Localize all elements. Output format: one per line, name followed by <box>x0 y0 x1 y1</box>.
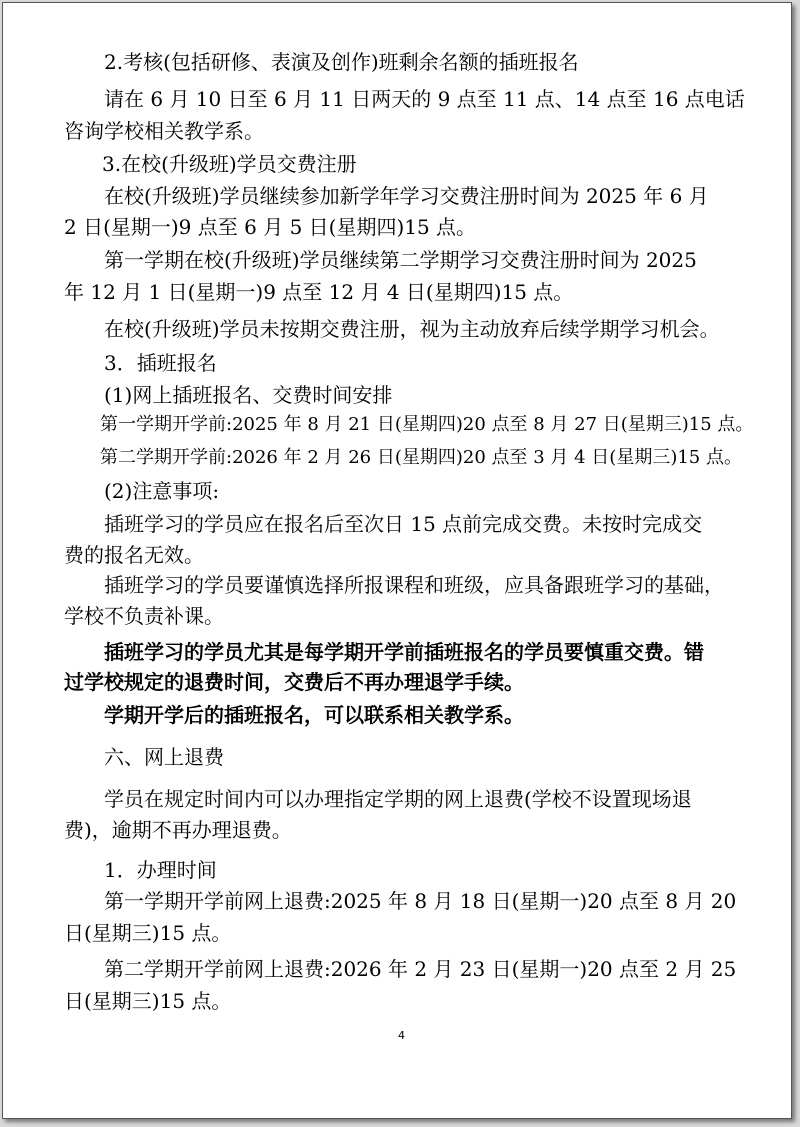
subsection-heading: (1)网上插班报名、交费时间安排 <box>104 383 393 407</box>
paragraph-line: 在校(升级班)学员继续参加新学年学习交费注册时间为 2025 年 6 月 <box>104 184 709 208</box>
subsection-heading: 1．办理时间 <box>104 858 217 882</box>
paragraph-line: 学员在规定时间内可以办理指定学期的网上退费(学校不设置现场退 <box>104 787 692 811</box>
paragraph-line: 日(星期三)15 点。 <box>64 921 232 945</box>
paragraph-line: 费)，逾期不再办理退费。 <box>64 818 292 842</box>
section-heading: 六、网上退费 <box>104 745 224 769</box>
paragraph-line: 2 日(星期一)9 点至 6 月 5 日(星期四)15 点。 <box>64 215 477 239</box>
paragraph-line: 第一学期在校(升级班)学员继续第二学期学习交费注册时间为 2025 <box>104 248 697 272</box>
schedule-line: 第二学期开学前:2026 年 2 月 26 日(星期四)20 点至 3 月 4 日(星期三)15 点。 <box>100 447 742 468</box>
paragraph-line: 日(星期三)15 点。 <box>64 989 232 1013</box>
paragraph-line: 插班学习的学员要谨慎选择所报课程和班级，应具备跟班学习的基础， <box>104 573 724 597</box>
subsection-heading: 3.在校(升级班)学员交费注册 <box>102 152 357 176</box>
page-number: 4 <box>398 1029 405 1042</box>
subsection-heading: 2.考核(包括研修、表演及创作)班剩余名额的插班报名 <box>104 50 579 74</box>
paragraph-line: 第一学期开学前网上退费:2025 年 8 月 18 日(星期一)20 点至 8 月 20 <box>104 889 737 913</box>
schedule-line: 第一学期开学前:2025 年 8 月 21 日(星期四)20 点至 8 月 27 日(星期三)15 点。 <box>100 414 754 435</box>
subsection-heading: (2)注意事项: <box>104 479 220 503</box>
paragraph-line: 咨询学校相关教学系。 <box>64 119 264 143</box>
paragraph-line: 费的报名无效。 <box>64 543 204 567</box>
bold-notice-line: 学期开学后的插班报名，可以联系相关教学系。 <box>104 703 524 727</box>
paragraph-line: 第二学期开学前网上退费:2026 年 2 月 23 日(星期一)20 点至 2 月 25 <box>104 957 737 981</box>
paragraph-line: 年 12 月 1 日(星期一)9 点至 12 月 4 日(星期四)15 点。 <box>64 280 574 304</box>
document-page <box>2 2 792 1119</box>
paragraph-line: 在校(升级班)学员未按期交费注册，视为主动放弃后续学期学习机会。 <box>104 317 720 341</box>
bold-notice-line: 插班学习的学员尤其是每学期开学前插班报名的学员要慎重交费。错 <box>104 640 704 664</box>
paragraph-line: 请在 6 月 10 日至 6 月 11 日两天的 9 点至 11 点、14 点至 16 点电话 <box>104 87 745 111</box>
paragraph-line: 学校不负责补课。 <box>64 604 224 628</box>
bold-notice-line: 过学校规定的退费时间，交费后不再办理退学手续。 <box>64 670 524 694</box>
paragraph-line: 插班学习的学员应在报名后至次日 15 点前完成交费。未按时完成交 <box>104 512 703 536</box>
subsection-heading: 3．插班报名 <box>104 351 217 375</box>
